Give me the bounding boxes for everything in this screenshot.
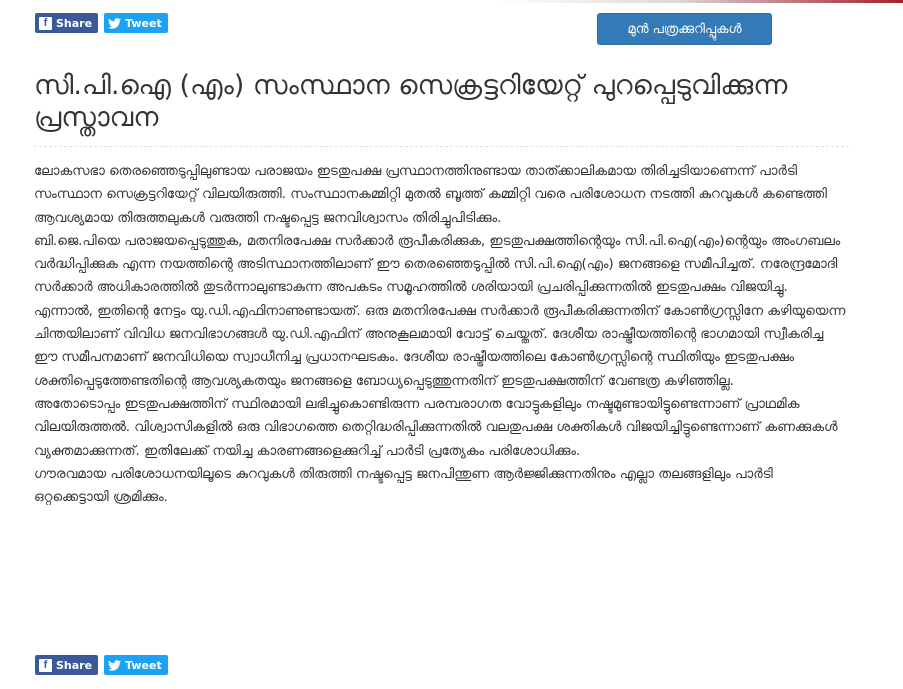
title-divider [34,146,849,147]
facebook-share-button[interactable] [35,655,98,675]
share-bar-bottom [35,655,168,675]
twitter-tweet-button[interactable] [104,655,168,675]
facebook-icon: f [39,17,52,30]
facebook-share-button[interactable] [35,13,98,33]
twitter-tweet-label: Tweet [125,658,162,672]
article-paragraph: ലോകസഭാ തെരഞ്ഞെടുപ്പിലുണ്ടായ പരാജയം ഇടതുപക്ഷ പ്രസ്ഥാനത്തിനുണ്ടായ താത്ക്കാലികമായ തിരിച്ചടിയാണെന്ന് പാർടി സംസ്ഥാന സെക്രട്ടറിയേറ്റ് വിലയിരുത്തി. സംസ്ഥാനകമ്മിറ്റി മുതൽ ബൂത്ത് കമ്മിറ്റി വരെ പരിശോധന നടത്തി കുറവുകൾ കണ്ടെത്തി ആവശ്യമായ തിരുത്തലുകൾ വരുത്തി നഷ്ടപ്പെട്ട ജനവിശ്വാസം തിരിച്ചുപിടിക്കും. [34,164,827,226]
article-paragraph: ഗൗരവമായ പരിശോധനയിലൂടെ കുറവുകൾ തിരുത്തി നഷ്ടപ്പെട്ട ജനപിന്തുണ ആർജ്ജിക്കുന്നതിനും എല്ലാ തലങ്ങളിലും പാർടി ഒറ്റക്കെട്ടായി ശ്രമിക്കും. [34,466,773,506]
facebook-share-label: Share [56,658,93,672]
article-body [34,160,849,509]
page-title: സി.പി.ഐ (എം) സംസ്ഥാന സെക്രട്ടറിയേറ്റ് പുറപ്പെടുവിക്കുന്ന പ്രസ്താവന [34,70,788,133]
facebook-share-label: Share [56,16,93,30]
facebook-icon: f [39,659,52,672]
article-paragraph: അതോടൊപ്പം ഇടതുപക്ഷത്തിന് സ്ഥിരമായി ലഭിച്ചുകൊണ്ടിരുന്ന പരമ്പരാഗത വോട്ടുകളിലും നഷ്ടമുണ്ടായിട്ടുണ്ടെന്നാണ് പ്രാഥമിക വിലയിരുത്തൽ. വിശ്വാസികളിൽ ഒരു വിഭാഗത്തെ തെറ്റിദ്ധരിപ്പിക്കുന്നതിൽ വലതുപക്ഷ ശക്തികൾ വിജയിച്ചിട്ടുണ്ടെന്നാണ് കണക്കുകൾ വ്യക്തമാക്കുന്നത്. ഇതിലേക്ക് നയിച്ച കാരണങ്ങളെക്കുറിച്ച് പാർടി പ്രത്യേകം പരിശോധിക്കും. [34,396,838,459]
twitter-icon [108,17,121,30]
twitter-tweet-label: Tweet [125,16,162,30]
share-bar-top [35,13,168,33]
article-paragraph: ബി.ജെ.പിയെ പരാജയപ്പെടുത്തുക, മതനിരപേക്ഷ സർക്കാർ രൂപീകരിക്കുക, ഇടതുപക്ഷത്തിന്റെയും സി.പി.ഐ(എം)ന്റെയും അംഗബലം വർദ്ധിപ്പിക്കുക എന്ന നയത്തിന്റെ അടിസ്ഥാനത്തിലാണ് ഈ തെരഞ്ഞെടുപ്പിൽ സി.പി.ഐ(എം) ജനങ്ങളെ സമീപിച്ചത്. നരേന്ദ്രമോദി സർക്കാർ അധികാരത്തിൽ തുടർന്നാലുണ്ടാകുന്ന അപകടം സമൂഹത്തിൽ ശരിയായി പ്രചരിപ്പിക്കുന്നതിൽ ഇടതുപക്ഷം വിജയിച്ചു. എന്നാൽ, ഇതിന്റെ നേട്ടം യു.ഡി.എഫിനാണുണ്ടായത്. ഒരു മതനിരപേക്ഷ സർക്കാർ രൂപീകരിക്കുന്നതിന് കോൺഗ്രസ്സിനേ കഴിയുയെന്ന ചിന്തയിലാണ് വിവിധ ജനവിഭാഗങ്ങൾ യു.ഡി.എഫിന് അനുകൂലമായി വോട്ട് ചെയ്തത്. ദേശീയ രാഷ്ട്രീയത്തിന്റെ ഭാഗമായി സ്വീകരിച്ച ഈ സമീപനമാണ് ജനവിധിയെ സ്വാധീനിച്ച പ്രധാനഘടകം. ദേശീയ രാഷ്ട്രീയത്തിലെ കോൺഗ്രസ്സിന്റെ സ്ഥിതിയും ഇടതുപക്ഷം ശക്തിപ്പെടുത്തേണ്ടതിന്റെ ആവശ്യകതയും ജനങ്ങളെ ബോധ്യപ്പെടുത്തുന്നതിന് ഇടതുപക്ഷത്തിന് വേണ്ടത്ര കഴിഞ്ഞില്ല. [34,233,846,389]
twitter-tweet-button[interactable] [104,13,168,33]
top-accent-strip [0,0,903,3]
previous-press-releases-button[interactable]: മുൻ പത്രക്കുറിപ്പുകൾ [597,13,772,45]
twitter-icon [108,659,121,672]
